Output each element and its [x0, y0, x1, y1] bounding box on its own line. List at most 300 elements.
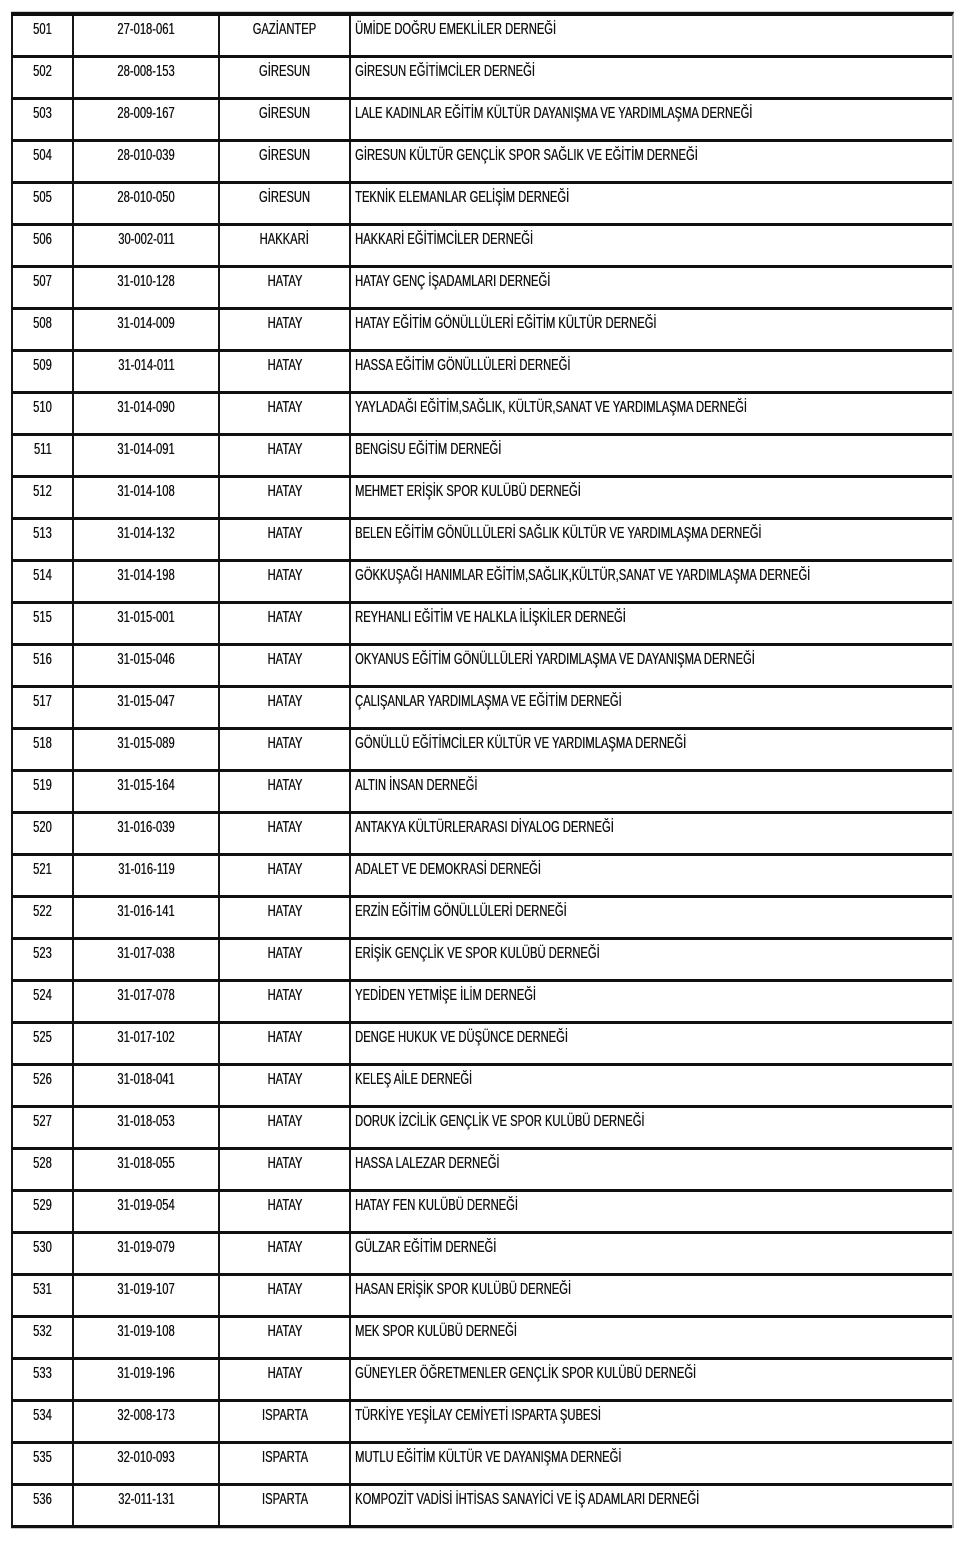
row-number-cell [13, 856, 72, 895]
registration-code-cell [72, 1402, 218, 1441]
province-cell [218, 1444, 349, 1483]
row-number: 503 [33, 105, 52, 122]
row-number-cell [13, 772, 72, 811]
row-number-cell [13, 226, 72, 265]
row-number-cell [13, 1066, 72, 1105]
row-number: 518 [33, 735, 52, 752]
row-number: 521 [33, 861, 52, 878]
registration-code-cell [72, 730, 218, 769]
row-number-cell [13, 1108, 72, 1147]
row-number-cell [13, 142, 72, 181]
province: HATAY [267, 777, 302, 794]
table-row [11, 1066, 952, 1108]
registration-code: 31-015-089 [117, 735, 175, 752]
association-name-cell [349, 226, 952, 265]
association-name-cell [349, 1066, 952, 1105]
row-number-cell [13, 1150, 72, 1189]
row-number-cell [13, 184, 72, 223]
registration-code: 31-016-119 [117, 861, 175, 878]
association-name: MEK SPOR KULÜBÜ DERNEĞİ [355, 1323, 517, 1340]
row-number: 534 [33, 1407, 52, 1424]
registration-code: 32-011-131 [117, 1491, 175, 1508]
registration-code-cell [72, 1486, 218, 1525]
association-name: YAYLADAĞI EĞİTİM,SAĞLIK, KÜLTÜR,SANAT VE YARDIMLAŞMA DERNEĞİ [355, 399, 747, 416]
province: HATAY [267, 483, 302, 500]
association-name-cell [349, 1024, 952, 1063]
association-name-cell [349, 268, 952, 307]
province: GİRESUN [258, 189, 311, 206]
row-number-cell [13, 1234, 72, 1273]
association-name: OKYANUS EĞİTİM GÖNÜLLÜLERİ YARDIMLAŞMA VE DAYANIŞMA DERNEĞİ [355, 651, 755, 668]
row-number-cell [13, 352, 72, 391]
row-number: 522 [33, 903, 52, 920]
registration-code-cell [72, 520, 218, 559]
row-number: 520 [33, 819, 52, 836]
row-number: 531 [33, 1281, 52, 1298]
row-number-cell [13, 1486, 72, 1525]
registration-code-cell [72, 1108, 218, 1147]
association-name-cell [349, 100, 952, 139]
association-name-cell [349, 1360, 952, 1399]
row-number: 511 [33, 441, 52, 458]
association-name-cell [349, 1108, 952, 1147]
row-number-cell [13, 520, 72, 559]
registration-code: 31-014-011 [117, 357, 175, 374]
association-name-cell [349, 772, 952, 811]
association-name: ADALET VE DEMOKRASİ DERNEĞİ [355, 861, 541, 878]
registration-code-cell [72, 352, 218, 391]
province: HATAY [267, 1197, 302, 1214]
row-number-cell [13, 1192, 72, 1231]
registration-code-cell [72, 478, 218, 517]
registration-code-cell [72, 646, 218, 685]
registration-code: 31-017-102 [117, 1029, 175, 1046]
row-number: 526 [33, 1071, 52, 1088]
registration-code: 31-016-141 [117, 903, 175, 920]
row-number: 504 [33, 147, 52, 164]
association-name: DORUK İZCİLİK GENÇLİK VE SPOR KULÜBÜ DERNEĞİ [355, 1113, 645, 1130]
association-name-cell [349, 856, 952, 895]
row-number: 519 [33, 777, 52, 794]
province: HATAY [267, 1365, 302, 1382]
province: HATAY [267, 1029, 302, 1046]
row-number-cell [13, 1444, 72, 1483]
row-number-cell [13, 478, 72, 517]
table-row [11, 1402, 952, 1444]
table-row [11, 394, 952, 436]
table-row [11, 688, 952, 730]
province: HATAY [267, 525, 302, 542]
province: HATAY [267, 567, 302, 584]
table-row [11, 352, 952, 394]
row-number: 506 [33, 231, 52, 248]
table-row [11, 940, 952, 982]
association-name-cell [349, 142, 952, 181]
province: HATAY [267, 945, 302, 962]
association-name: ANTAKYA KÜLTÜRLERARASI DİYALOG DERNEĞİ [355, 819, 614, 836]
registration-code-cell [72, 604, 218, 643]
province-cell [218, 1360, 349, 1399]
province: ISPARTA [261, 1491, 308, 1508]
association-name-cell [349, 1150, 952, 1189]
association-name-cell [349, 646, 952, 685]
association-name: ÇALIŞANLAR YARDIMLAŞMA VE EĞİTİM DERNEĞİ [355, 693, 622, 710]
row-number: 510 [33, 399, 52, 416]
province-cell [218, 982, 349, 1021]
registration-code: 31-014-090 [117, 399, 175, 416]
province-cell [218, 898, 349, 937]
province: HATAY [267, 441, 302, 458]
association-name-cell [349, 436, 952, 475]
table-row [11, 184, 952, 226]
row-number: 536 [33, 1491, 52, 1508]
province-cell [218, 688, 349, 727]
province-cell [218, 436, 349, 475]
association-name: HASAN ERİŞİK SPOR KULÜBÜ DERNEĞİ [355, 1281, 571, 1298]
registration-code-cell [72, 58, 218, 97]
province-cell [218, 16, 349, 55]
registration-code: 31-019-079 [117, 1239, 175, 1256]
table-row [11, 520, 952, 562]
registration-code: 31-018-053 [117, 1113, 175, 1130]
province: HATAY [267, 861, 302, 878]
row-number-cell [13, 898, 72, 937]
association-name-cell [349, 310, 952, 349]
province: GİRESUN [258, 147, 311, 164]
province-cell [218, 1402, 349, 1441]
province-cell [218, 1192, 349, 1231]
province-cell [218, 1234, 349, 1273]
table-row [11, 1486, 952, 1528]
registration-code: 31-019-108 [117, 1323, 175, 1340]
registration-code: 27-018-061 [117, 21, 175, 38]
registration-code-cell [72, 394, 218, 433]
row-number-cell [13, 730, 72, 769]
row-number: 528 [33, 1155, 52, 1172]
registration-code: 31-014-108 [117, 483, 175, 500]
registration-code: 31-019-107 [117, 1281, 175, 1298]
table-row [11, 310, 952, 352]
association-name: MEHMET ERİŞİK SPOR KULÜBÜ DERNEĞİ [355, 483, 581, 500]
association-name: GÖNÜLLÜ EĞİTİMCİLER KÜLTÜR VE YARDIMLAŞMA DERNEĞİ [355, 735, 687, 752]
association-name-cell [349, 394, 952, 433]
association-name-cell [349, 562, 952, 601]
registration-code: 28-010-039 [117, 147, 175, 164]
province-cell [218, 1150, 349, 1189]
table-row [11, 856, 952, 898]
province: HATAY [267, 1155, 302, 1172]
association-name-cell [349, 688, 952, 727]
registration-code-cell [72, 1150, 218, 1189]
province-cell [218, 520, 349, 559]
row-number-cell [13, 16, 72, 55]
registration-code: 32-010-093 [117, 1449, 175, 1466]
registration-code: 31-019-196 [117, 1365, 175, 1382]
registration-code-cell [72, 1444, 218, 1483]
row-number-cell [13, 940, 72, 979]
association-name-cell [349, 1234, 952, 1273]
row-number-cell [13, 394, 72, 433]
row-number: 533 [33, 1365, 52, 1382]
row-number: 509 [33, 357, 52, 374]
province-cell [218, 562, 349, 601]
row-number: 532 [33, 1323, 52, 1340]
province-cell [218, 268, 349, 307]
row-number-cell [13, 646, 72, 685]
province: HAKKARİ [259, 231, 310, 248]
table-row [11, 898, 952, 940]
table-row [11, 1318, 952, 1360]
province: HATAY [267, 315, 302, 332]
registration-code-cell [72, 982, 218, 1021]
table-row [11, 646, 952, 688]
registration-code: 31-010-128 [117, 273, 175, 290]
registration-code: 28-009-167 [117, 105, 175, 122]
province: HATAY [267, 903, 302, 920]
registration-code-cell [72, 1024, 218, 1063]
association-name-cell [349, 520, 952, 559]
registration-code-cell [72, 1318, 218, 1357]
province: HATAY [267, 399, 302, 416]
province-cell [218, 646, 349, 685]
province-cell [218, 856, 349, 895]
association-name-cell [349, 940, 952, 979]
registration-code: 31-015-047 [117, 693, 175, 710]
row-number: 525 [33, 1029, 52, 1046]
table-row [11, 58, 952, 100]
registration-code-cell [72, 688, 218, 727]
table-row [11, 1360, 952, 1402]
association-name: HAKKARİ EĞİTİMCİLER DERNEĞİ [355, 231, 533, 248]
association-name: ERZİN EĞİTİM GÖNÜLLÜLERİ DERNEĞİ [355, 903, 567, 920]
registration-code-cell [72, 898, 218, 937]
province-cell [218, 58, 349, 97]
row-number: 529 [33, 1197, 52, 1214]
registration-code: 31-017-038 [117, 945, 175, 962]
association-name: LALE KADINLAR EĞİTİM KÜLTÜR DAYANIŞMA VE YARDIMLAŞMA DERNEĞİ [355, 105, 753, 122]
province: HATAY [267, 819, 302, 836]
association-name-cell [349, 1192, 952, 1231]
table-row [11, 142, 952, 184]
province: HATAY [267, 1113, 302, 1130]
registration-code: 31-014-198 [117, 567, 175, 584]
association-name: KOMPOZİT VADİSİ İHTİSAS SANAYİCİ VE İŞ ADAMLARI DERNEĞİ [355, 1491, 700, 1508]
association-name-cell [349, 478, 952, 517]
registration-code: 31-016-039 [117, 819, 175, 836]
association-name-cell [349, 1318, 952, 1357]
association-name: MUTLU EĞİTİM KÜLTÜR VE DAYANIŞMA DERNEĞİ [355, 1449, 622, 1466]
association-name: ALTIN İNSAN DERNEĞİ [355, 777, 478, 794]
row-number: 514 [33, 567, 52, 584]
association-name: BELEN EĞİTİM GÖNÜLLÜLERİ SAĞLIK KÜLTÜR VE YARDIMLAŞMA DERNEĞİ [355, 525, 762, 542]
province-cell [218, 100, 349, 139]
association-name-cell [349, 184, 952, 223]
table-row [11, 1276, 952, 1318]
association-name-cell [349, 814, 952, 853]
association-name: ERİŞİK GENÇLİK VE SPOR KULÜBÜ DERNEĞİ [355, 945, 600, 962]
row-number-cell [13, 268, 72, 307]
table-row [11, 1150, 952, 1192]
row-number: 535 [33, 1449, 52, 1466]
registration-code: 31-015-001 [117, 609, 175, 626]
table-body [11, 16, 952, 1528]
association-name: BENGİSU EĞİTİM DERNEĞİ [355, 441, 502, 458]
row-number-cell [13, 100, 72, 139]
registration-code: 31-014-132 [117, 525, 175, 542]
row-number-cell [13, 1024, 72, 1063]
province-cell [218, 814, 349, 853]
row-number-cell [13, 436, 72, 475]
province: HATAY [267, 1281, 302, 1298]
row-number: 512 [33, 483, 52, 500]
association-name: TEKNİK ELEMANLAR GELİŞİM DERNEĞİ [355, 189, 570, 206]
table-row [11, 730, 952, 772]
row-number-cell [13, 814, 72, 853]
row-number-cell [13, 1360, 72, 1399]
association-name: GÖKKUŞAĞI HANIMLAR EĞİTİM,SAĞLIK,KÜLTÜR,SANAT VE YARDIMLAŞMA DERNEĞİ [355, 567, 811, 584]
association-name-cell [349, 982, 952, 1021]
table-row [11, 604, 952, 646]
row-number-cell [13, 562, 72, 601]
registration-code: 32-008-173 [117, 1407, 175, 1424]
row-number-cell [13, 1276, 72, 1315]
row-number: 527 [33, 1113, 52, 1130]
registration-code-cell [72, 1192, 218, 1231]
row-number: 507 [33, 273, 52, 290]
province-cell [218, 604, 349, 643]
table-row [11, 814, 952, 856]
province-cell [218, 184, 349, 223]
row-number: 502 [33, 63, 52, 80]
registration-code-cell [72, 1234, 218, 1273]
row-number: 516 [33, 651, 52, 668]
association-name: ÜMİDE DOĞRU EMEKLİLER DERNEĞİ [355, 21, 557, 38]
row-number: 513 [33, 525, 52, 542]
province-cell [218, 1318, 349, 1357]
registration-code: 31-015-046 [117, 651, 175, 668]
registration-code: 31-019-054 [117, 1197, 175, 1214]
registration-code-cell [72, 226, 218, 265]
associations-table [11, 12, 954, 1528]
association-name-cell [349, 898, 952, 937]
row-number-cell [13, 310, 72, 349]
province-cell [218, 478, 349, 517]
registration-code-cell [72, 436, 218, 475]
table-row [11, 562, 952, 604]
province-cell [218, 394, 349, 433]
registration-code-cell [72, 814, 218, 853]
province-cell [218, 1486, 349, 1525]
province: GAZİANTEP [252, 21, 317, 38]
association-name: GİRESUN EĞİTİMCİLER DERNEĞİ [355, 63, 535, 80]
table-row [11, 226, 952, 268]
table-row [11, 1234, 952, 1276]
province: HATAY [267, 693, 302, 710]
row-number-cell [13, 688, 72, 727]
association-name: REYHANLI EĞİTİM VE HALKLA İLİŞKİLER DERNEĞİ [355, 609, 626, 626]
association-name: GİRESUN KÜLTÜR GENÇLİK SPOR SAĞLIK VE EĞİTİM DERNEĞİ [355, 147, 698, 164]
table-row [11, 16, 952, 58]
row-number: 508 [33, 315, 52, 332]
province: HATAY [267, 609, 302, 626]
table-row [11, 268, 952, 310]
table-row [11, 1192, 952, 1234]
province: HATAY [267, 1323, 302, 1340]
table-row [11, 1108, 952, 1150]
association-name: YEDİDEN YETMİŞE İLİM DERNEĞİ [355, 987, 536, 1004]
province-cell [218, 940, 349, 979]
registration-code: 28-008-153 [117, 63, 175, 80]
row-number-cell [13, 58, 72, 97]
registration-code-cell [72, 16, 218, 55]
association-name-cell [349, 1402, 952, 1441]
province: HATAY [267, 1239, 302, 1256]
province: GİRESUN [258, 63, 311, 80]
association-name: KELEŞ AİLE DERNEĞİ [355, 1071, 473, 1088]
registration-code-cell [72, 142, 218, 181]
province-cell [218, 1108, 349, 1147]
province: HATAY [267, 735, 302, 752]
row-number: 523 [33, 945, 52, 962]
registration-code: 31-018-055 [117, 1155, 175, 1172]
registration-code-cell [72, 1360, 218, 1399]
table-row [11, 772, 952, 814]
row-number: 501 [33, 21, 52, 38]
province-cell [218, 310, 349, 349]
row-number-cell [13, 1318, 72, 1357]
association-name-cell [349, 730, 952, 769]
registration-code-cell [72, 856, 218, 895]
association-name: HASSA LALEZAR DERNEĞİ [355, 1155, 500, 1172]
registration-code: 30-002-011 [117, 231, 175, 248]
registration-code-cell [72, 310, 218, 349]
registration-code-cell [72, 940, 218, 979]
association-name-cell [349, 58, 952, 97]
association-name-cell [349, 1276, 952, 1315]
row-number: 505 [33, 189, 52, 206]
province-cell [218, 772, 349, 811]
row-number-cell [13, 982, 72, 1021]
province: GİRESUN [258, 105, 311, 122]
registration-code: 31-015-164 [117, 777, 175, 794]
registration-code-cell [72, 100, 218, 139]
registration-code: 31-014-009 [117, 315, 175, 332]
province-cell [218, 226, 349, 265]
registration-code: 31-017-078 [117, 987, 175, 1004]
association-name: DENGE HUKUK VE DÜŞÜNCE DERNEĞİ [355, 1029, 568, 1046]
province-cell [218, 1276, 349, 1315]
province: HATAY [267, 1071, 302, 1088]
province: ISPARTA [261, 1407, 308, 1424]
province: ISPARTA [261, 1449, 308, 1466]
association-name: GÜNEYLER ÖĞRETMENLER GENÇLİK SPOR KULÜBÜ DERNEĞİ [355, 1365, 697, 1382]
association-name-cell [349, 16, 952, 55]
table-row [11, 436, 952, 478]
row-number-cell [13, 604, 72, 643]
row-number: 517 [33, 693, 52, 710]
registration-code-cell [72, 268, 218, 307]
association-name: HASSA EĞİTİM GÖNÜLLÜLERİ DERNEĞİ [355, 357, 571, 374]
registration-code: 31-018-041 [117, 1071, 175, 1088]
province-cell [218, 1066, 349, 1105]
association-name: TÜRKİYE YEŞİLAY CEMİYETİ ISPARTA ŞUBESİ [355, 1407, 601, 1424]
table-row [11, 100, 952, 142]
province: HATAY [267, 273, 302, 290]
row-number: 530 [33, 1239, 52, 1256]
province: HATAY [267, 987, 302, 1004]
registration-code-cell [72, 562, 218, 601]
association-name-cell [349, 352, 952, 391]
